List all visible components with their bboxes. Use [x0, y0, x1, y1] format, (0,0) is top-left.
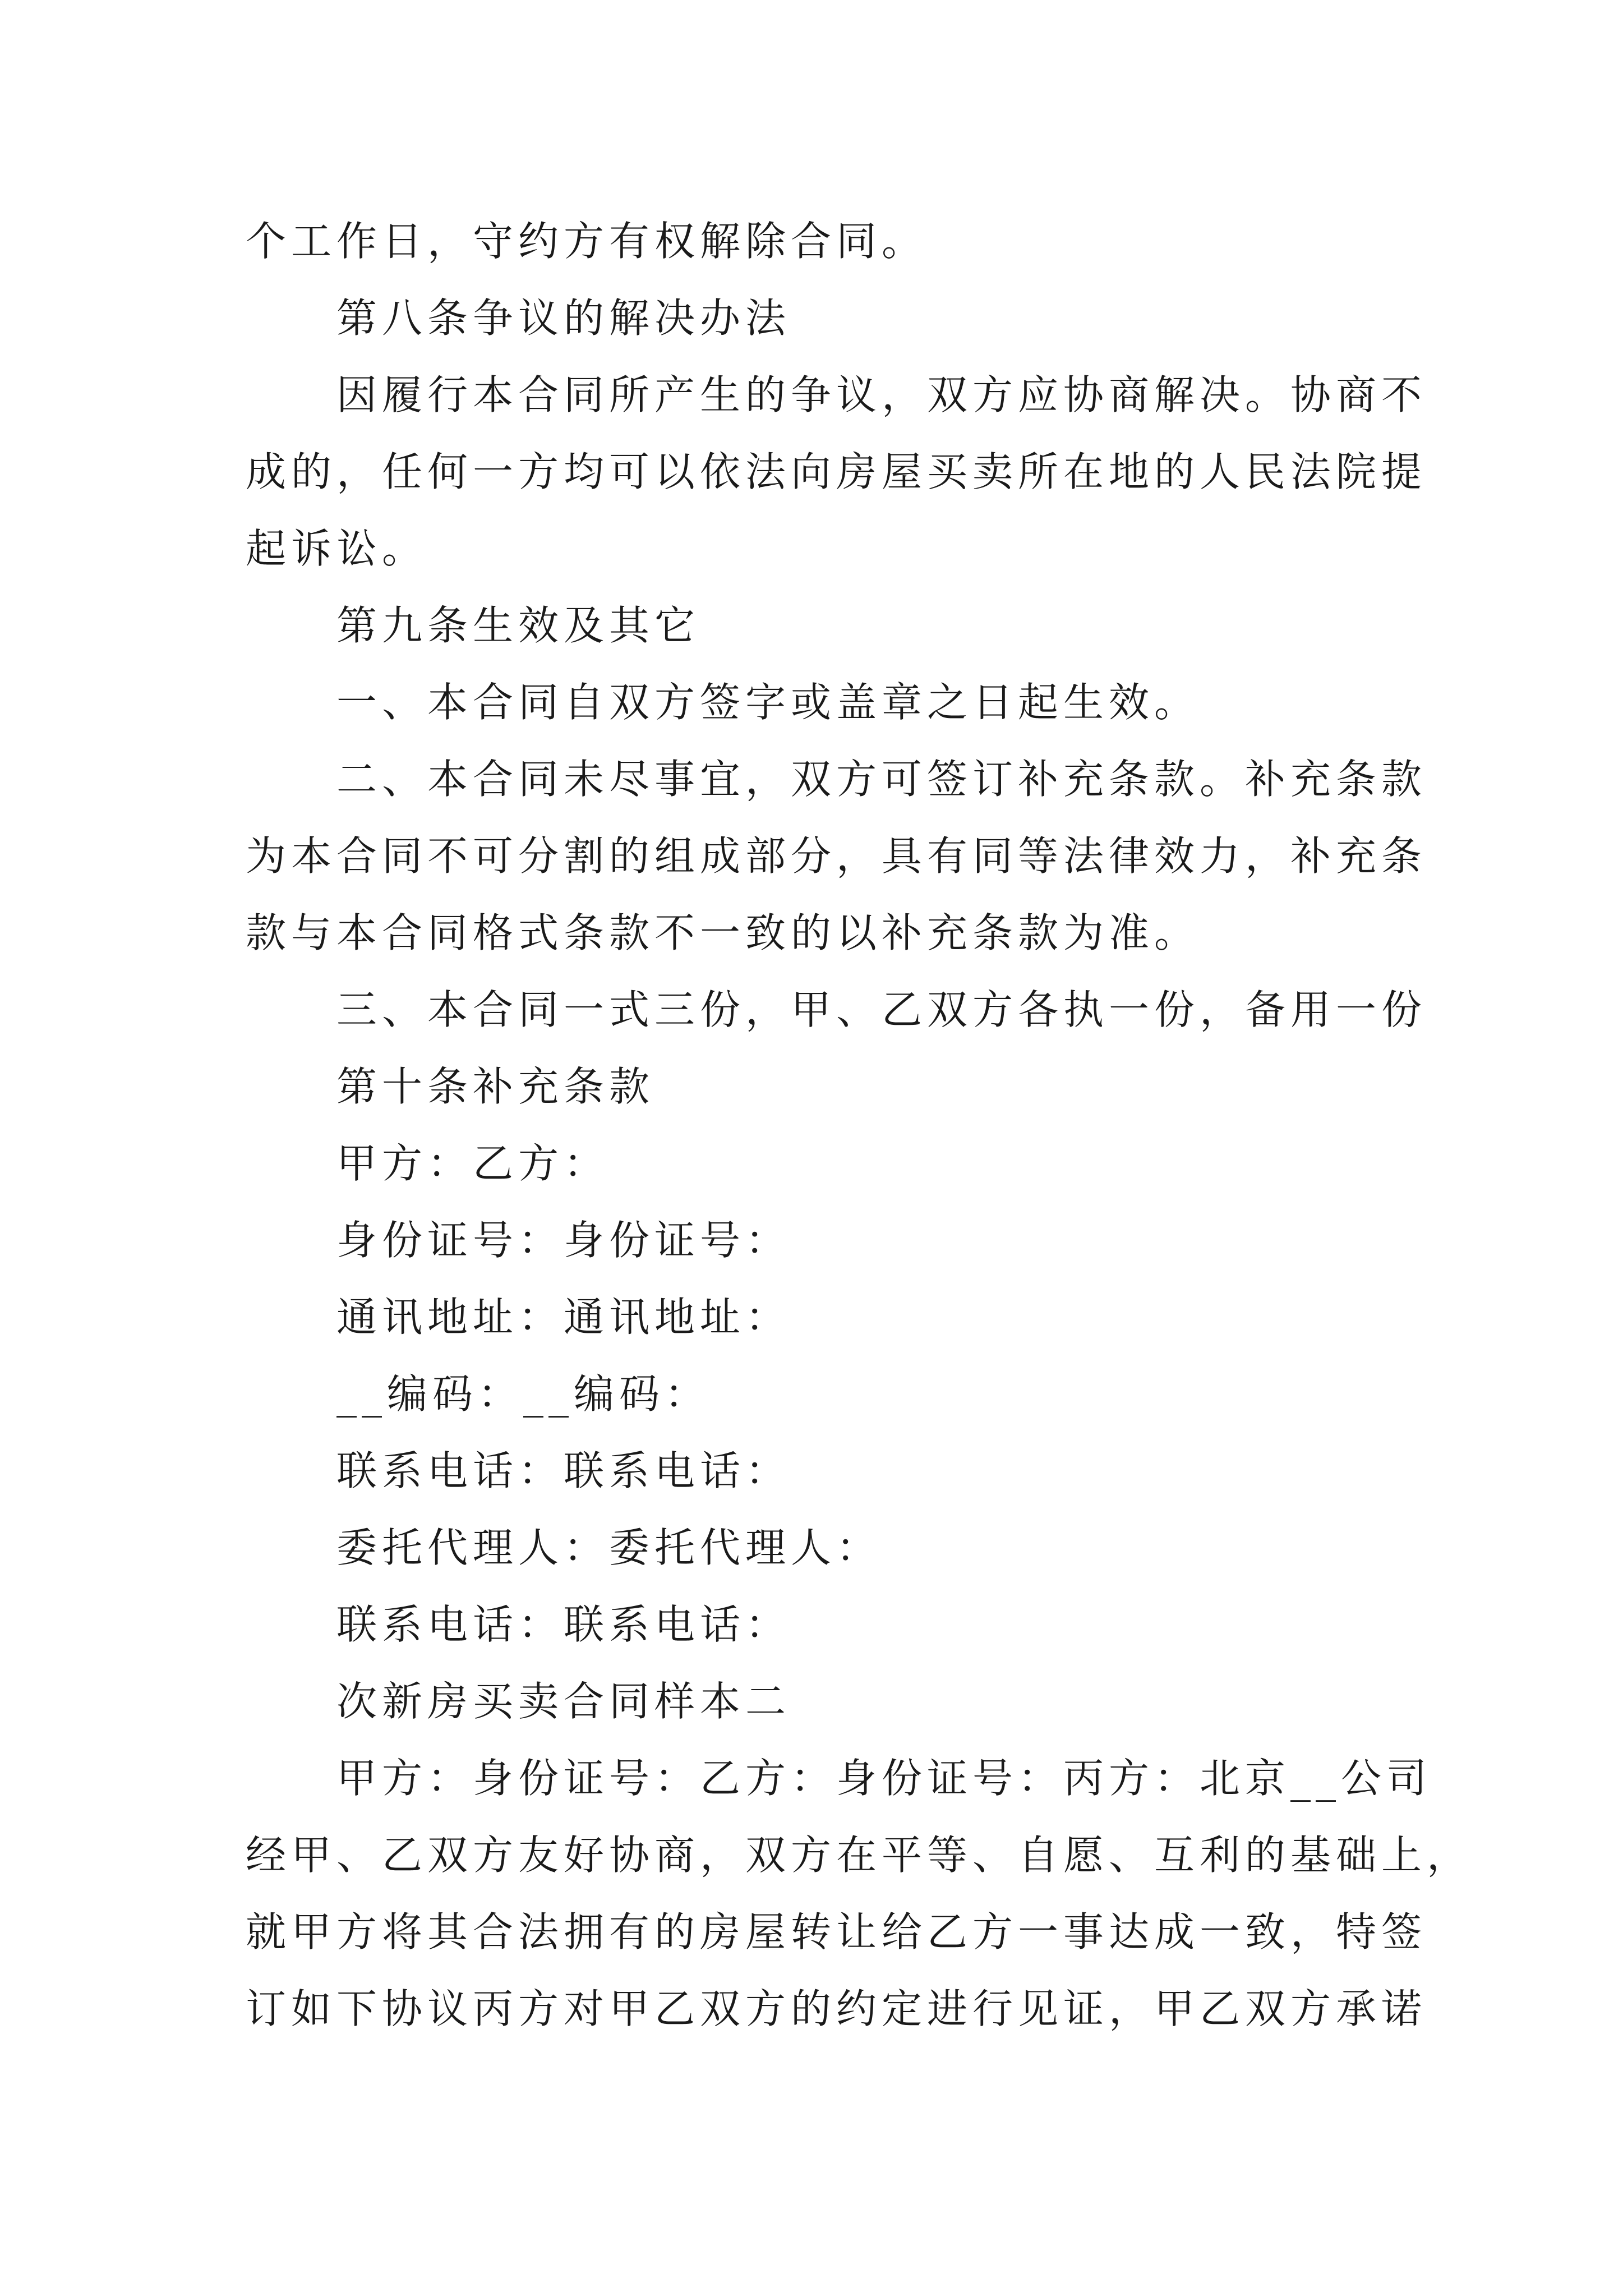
section-heading-sample-two: 次新房买卖合同样本二	[336, 1678, 791, 1725]
signature-field-address: 通讯地址：通讯地址：	[336, 1294, 791, 1341]
paragraph-line: 经甲、乙双方友好协商，双方在平等、自愿、互利的基础上，	[246, 1832, 1473, 1879]
section-heading-article-10: 第十条补充条款	[336, 1063, 655, 1110]
signature-field-agent-phone: 联系电话：联系电话：	[336, 1601, 791, 1648]
paragraph-line: 一、本合同自双方签字或盖章之日起生效。	[336, 679, 1200, 726]
paragraph-line: 个工作日，守约方有权解除合同。	[246, 218, 928, 265]
section-heading-article-9: 第九条生效及其它	[336, 602, 700, 649]
paragraph-line: 款与本合同格式条款不一致的以补充条款为准。	[246, 909, 1200, 956]
paragraph-line: 订如下协议丙方对甲乙双方的约定进行见证，甲乙双方承诺	[246, 1985, 1427, 2032]
signature-field-phone: 联系电话：联系电话：	[336, 1447, 791, 1494]
paragraph-line: 二、本合同未尽事宜，双方可签订补充条款。补充条款	[336, 756, 1427, 803]
paragraph-line: 就甲方将其合法拥有的房屋转让给乙方一事达成一致，特签	[246, 1908, 1427, 1955]
paragraph-line: 成的，任何一方均可以依法向房屋买卖所在地的人民法院提	[246, 448, 1427, 495]
paragraph-line: 为本合同不可分割的组成部分，具有同等法律效力，补充条	[246, 832, 1427, 880]
paragraph-line: 起诉讼。	[246, 525, 428, 572]
paragraph-line: 因履行本合同所产生的争议，双方应协商解决。协商不	[336, 371, 1427, 418]
signature-field-postcode: __编码：__编码：	[336, 1370, 711, 1418]
signature-field-id-number: 身份证号：身份证号：	[336, 1217, 791, 1264]
paragraph-line: 三、本合同一式三份，甲、乙双方各执一份，备用一份	[336, 986, 1427, 1033]
signature-field-agent: 委托代理人：委托代理人：	[336, 1524, 882, 1571]
paragraph-line: 甲方：身份证号：乙方：身份证号：丙方：北京__公司	[336, 1755, 1432, 1802]
signature-field-party: 甲方：乙方：	[336, 1140, 610, 1187]
section-heading-article-8: 第八条争议的解决办法	[336, 295, 791, 342]
